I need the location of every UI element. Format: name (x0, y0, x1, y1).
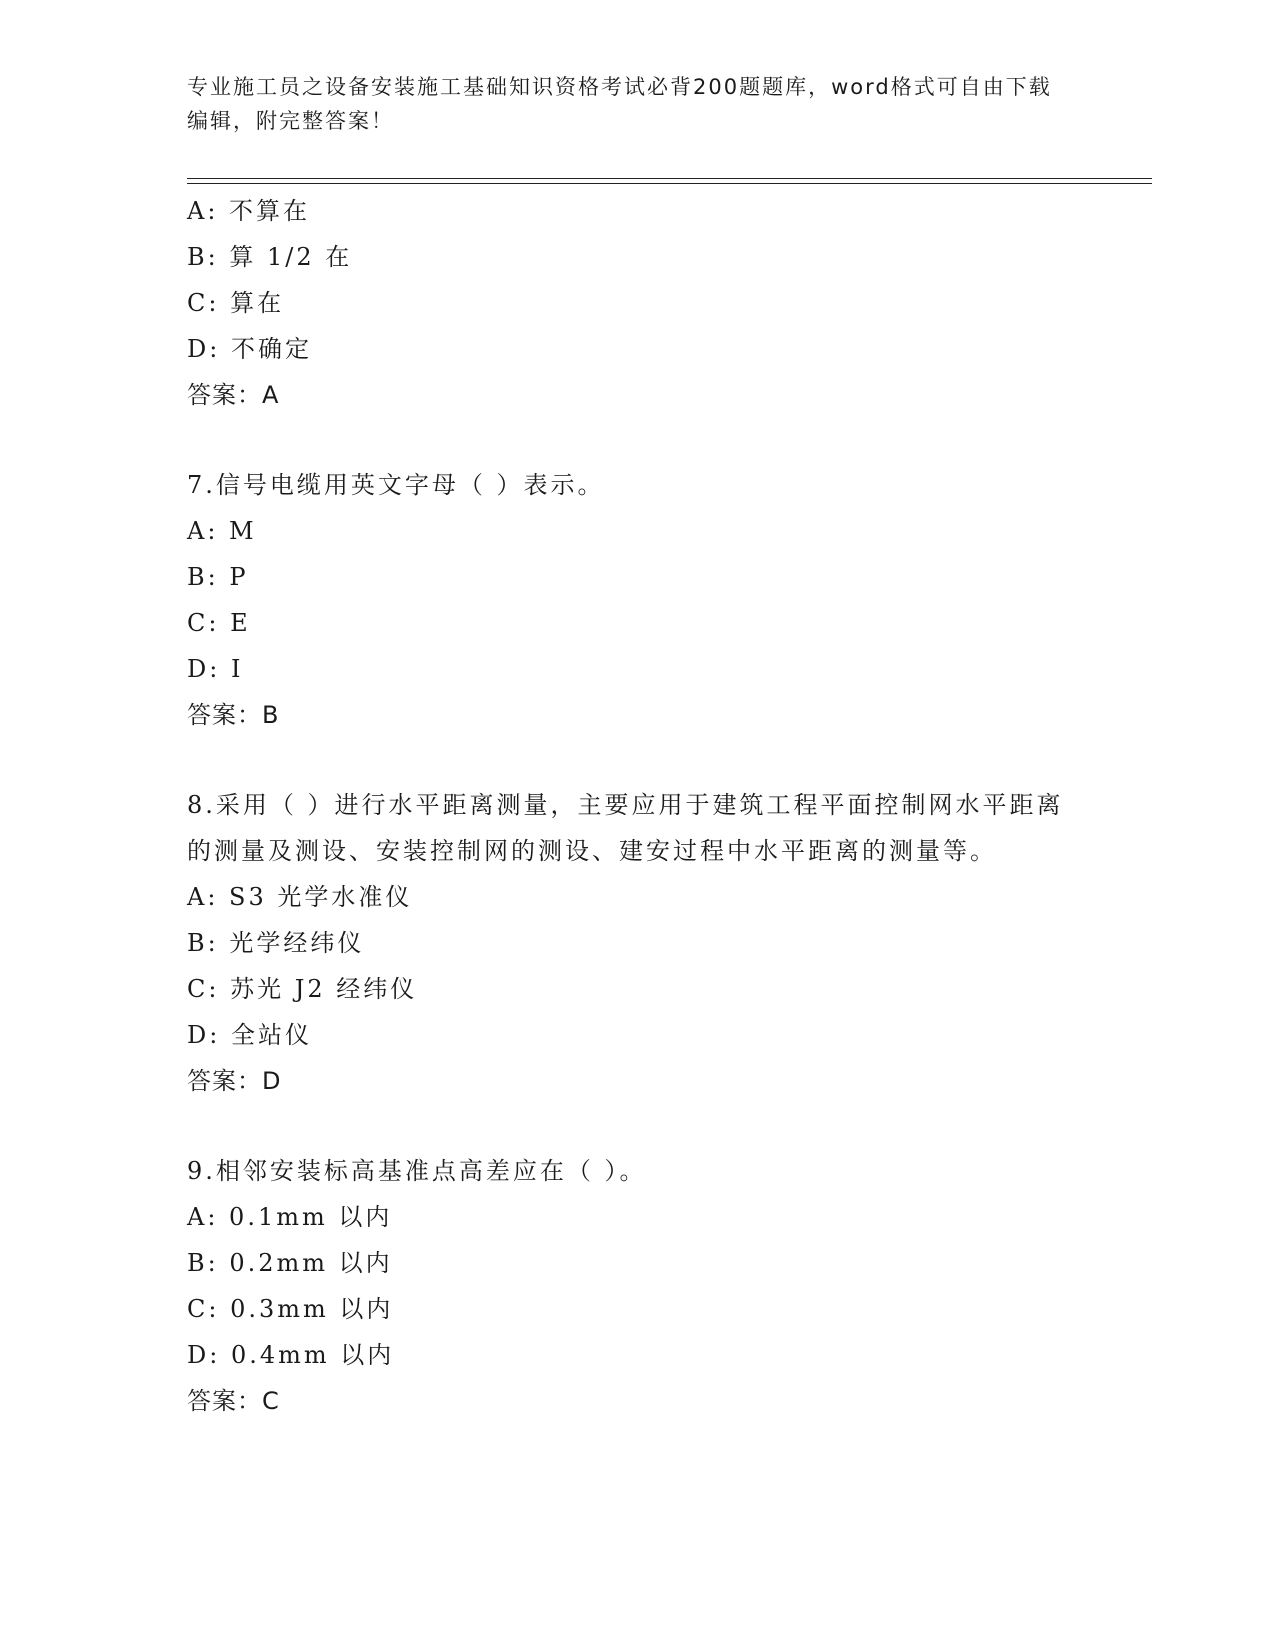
header-divider-bottom (187, 183, 1152, 184)
option-a: A: 0.1mm 以内 (187, 1203, 393, 1231)
question-text: 7.信号电缆用英文字母（ ）表示。 (187, 471, 605, 499)
answer: 答案：A (187, 381, 280, 409)
question-list (187, 188, 1087, 1424)
option-c: C: 算在 (187, 289, 285, 317)
option-b: B: P (187, 563, 249, 591)
option-a: A: S3 光学水准仪 (187, 883, 413, 911)
option-c: C: 0.3mm 以内 (187, 1295, 394, 1323)
block-spacer (187, 418, 1087, 462)
option-c: C: 苏光 J2 经纬仪 (187, 975, 418, 1003)
answer: 答案：B (187, 701, 280, 729)
question-text: 9.相邻安装标高基准点高差应在（ ）。 (187, 1157, 647, 1185)
option-a: A: M (187, 517, 257, 545)
question-block-9 (187, 1148, 1087, 1424)
block-spacer (187, 738, 1087, 782)
option-d: D: 0.4mm 以内 (187, 1341, 395, 1369)
question-block-6 (187, 188, 1087, 418)
option-c: C: E (187, 609, 251, 637)
block-spacer (187, 1104, 1087, 1148)
question-text: 8.采用（ ）进行水平距离测量，主要应用于建筑工程平面控制网水平距离的测量及测设、安装控制网的测设、建安过程中水平距离的测量等。 (187, 791, 1064, 865)
question-block-7 (187, 462, 1087, 738)
option-b: B: 0.2mm 以内 (187, 1249, 393, 1277)
option-b: B: 算 1/2 在 (187, 243, 353, 271)
option-d: D: 不确定 (187, 335, 312, 363)
document-header: 专业施工员之设备安装施工基础知识资格考试必背200题题库，word格式可自由下载编辑，附完整答案！ (187, 75, 1052, 133)
option-d: D: 全站仪 (187, 1021, 312, 1049)
answer: 答案：C (187, 1387, 280, 1415)
question-block-8 (187, 782, 1087, 1104)
option-d: D: I (187, 655, 244, 683)
header-divider-top (187, 178, 1152, 179)
option-a: A: 不算在 (187, 197, 311, 225)
answer: 答案：D (187, 1067, 282, 1095)
option-b: B: 光学经纬仪 (187, 929, 365, 957)
